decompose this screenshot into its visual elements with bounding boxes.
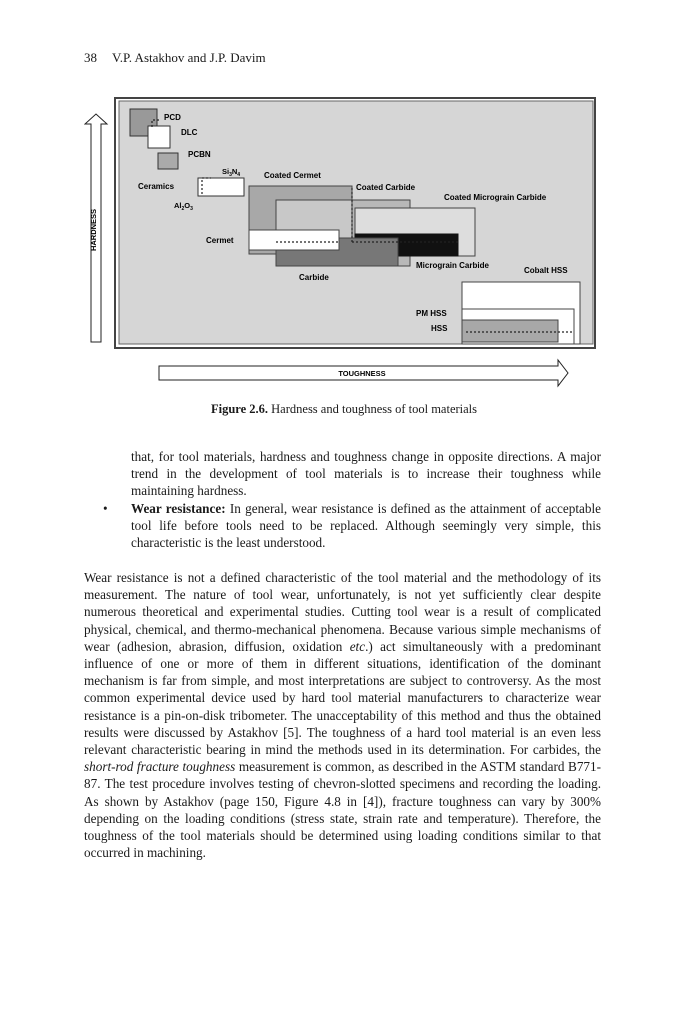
label-carbide: Carbide — [299, 273, 329, 282]
box-pcbn — [158, 153, 178, 169]
bullet-term: Wear resistance: — [131, 501, 226, 516]
label-coated-carbide: Coated Carbide — [356, 183, 416, 192]
bullet-symbol: • — [103, 501, 108, 516]
running-head: V.P. Astakhov and J.P. Davim — [112, 50, 266, 65]
label-pm-hss: PM HSS — [416, 309, 447, 318]
label-micrograin-carbide: Micrograin Carbide — [416, 261, 489, 270]
para-part-2: .) act simultaneously with a predominant influence of one or more of them in different situations, identification of the dominant mechanism is far from simple, and most interpretations are subject to controversy. As the most common experimental device used by hard tool material manufacturers to characterize wear resistance is a pin-on-disk tribometer. The unacceptability of this method and thus the obtained results were discussed by Astakhov [5]. The toughness of a hard tool material is an even less relevant characteristic bearing in mind the methods used in its determination. For carbides, the — [84, 638, 601, 758]
continuation-paragraph — [131, 448, 601, 500]
label-pcd: PCD — [164, 113, 181, 122]
si3n4-si: Si — [222, 167, 230, 176]
al2o3-sub-3: 3 — [190, 206, 193, 212]
para-part-1: Wear resistance is not a defined characteristic of the tool material and the methodology of its measurement. The nature of tool wear, unfortunately, is not yet sufficiently clear despite numerous theoretical and experimental studies. Cutting tool wear is a result of complicated physical, chemical, and thermo-mechanical phenomena. Because various simple mechanisms of wear (adhesion, abrasion, diffusion, oxidation — [84, 570, 601, 654]
label-cermet: Cermet — [206, 236, 234, 245]
box-dlc — [148, 126, 170, 148]
box-cermet — [249, 230, 339, 250]
si3n4-n: N — [231, 167, 238, 176]
label-coated-cermet: Coated Cermet — [264, 171, 321, 180]
para-etc: etc — [349, 638, 366, 654]
label-ceramics: Ceramics — [138, 182, 175, 191]
box-hss — [462, 320, 558, 342]
si3n4-sub-4: 4 — [237, 172, 241, 178]
al2o3-sub-2: 2 — [181, 206, 185, 212]
al2o3-al: Al — [174, 201, 182, 210]
toughness-axis-label: TOUGHNESS — [338, 369, 386, 378]
page-header — [84, 50, 266, 66]
page-number: 38 — [84, 50, 97, 65]
label-coated-micrograin-carbide: Coated Micrograin Carbide — [444, 193, 547, 202]
si3n4-sub-3: 3 — [229, 172, 232, 178]
para-part-3: measurement is common, as described in the ASTM standard B771-87. The test procedure involves testing of chevron-slotted specimens and recording the loading. As shown by Astakhov (page 150, Figure 4.8 in [4]), fracture toughness can vary by 300% depending on the loading conditions (stress state, strain rate and temperature). Therefore, the toughness of the tool materials should be determined using loading conditions similar to that occurred in machining. — [84, 759, 602, 861]
bullet-item — [103, 500, 601, 552]
label-cobalt-hss: Cobalt HSS — [524, 266, 568, 275]
label-dlc: DLC — [181, 128, 198, 137]
body-paragraph — [84, 569, 601, 861]
hardness-toughness-figure — [84, 90, 604, 390]
al2o3-o: O — [184, 201, 191, 210]
bullet-text: In general, wear resistance is defined as the attainment of acceptable tool life before tools need to be replaced. Although seemingly very simple, this characteristic is the least understood. — [131, 501, 601, 551]
continuation-text: that, for tool materials, hardness and toughness change in opposite directions. A major trend in the development of tool materials is to increase their toughness while maintaining hardness. — [131, 449, 601, 499]
label-pcbn: PCBN — [188, 150, 211, 159]
label-hss: HSS — [431, 324, 448, 333]
caption-text: Hardness and toughness of tool materials — [268, 402, 478, 416]
box-ceramics — [198, 178, 244, 196]
figure-caption — [84, 402, 604, 417]
caption-label: Figure 2.6. — [210, 402, 269, 416]
para-italic-term: short-rod fracture toughness — [84, 759, 236, 775]
hardness-axis-label: HARDNESS — [89, 208, 98, 252]
